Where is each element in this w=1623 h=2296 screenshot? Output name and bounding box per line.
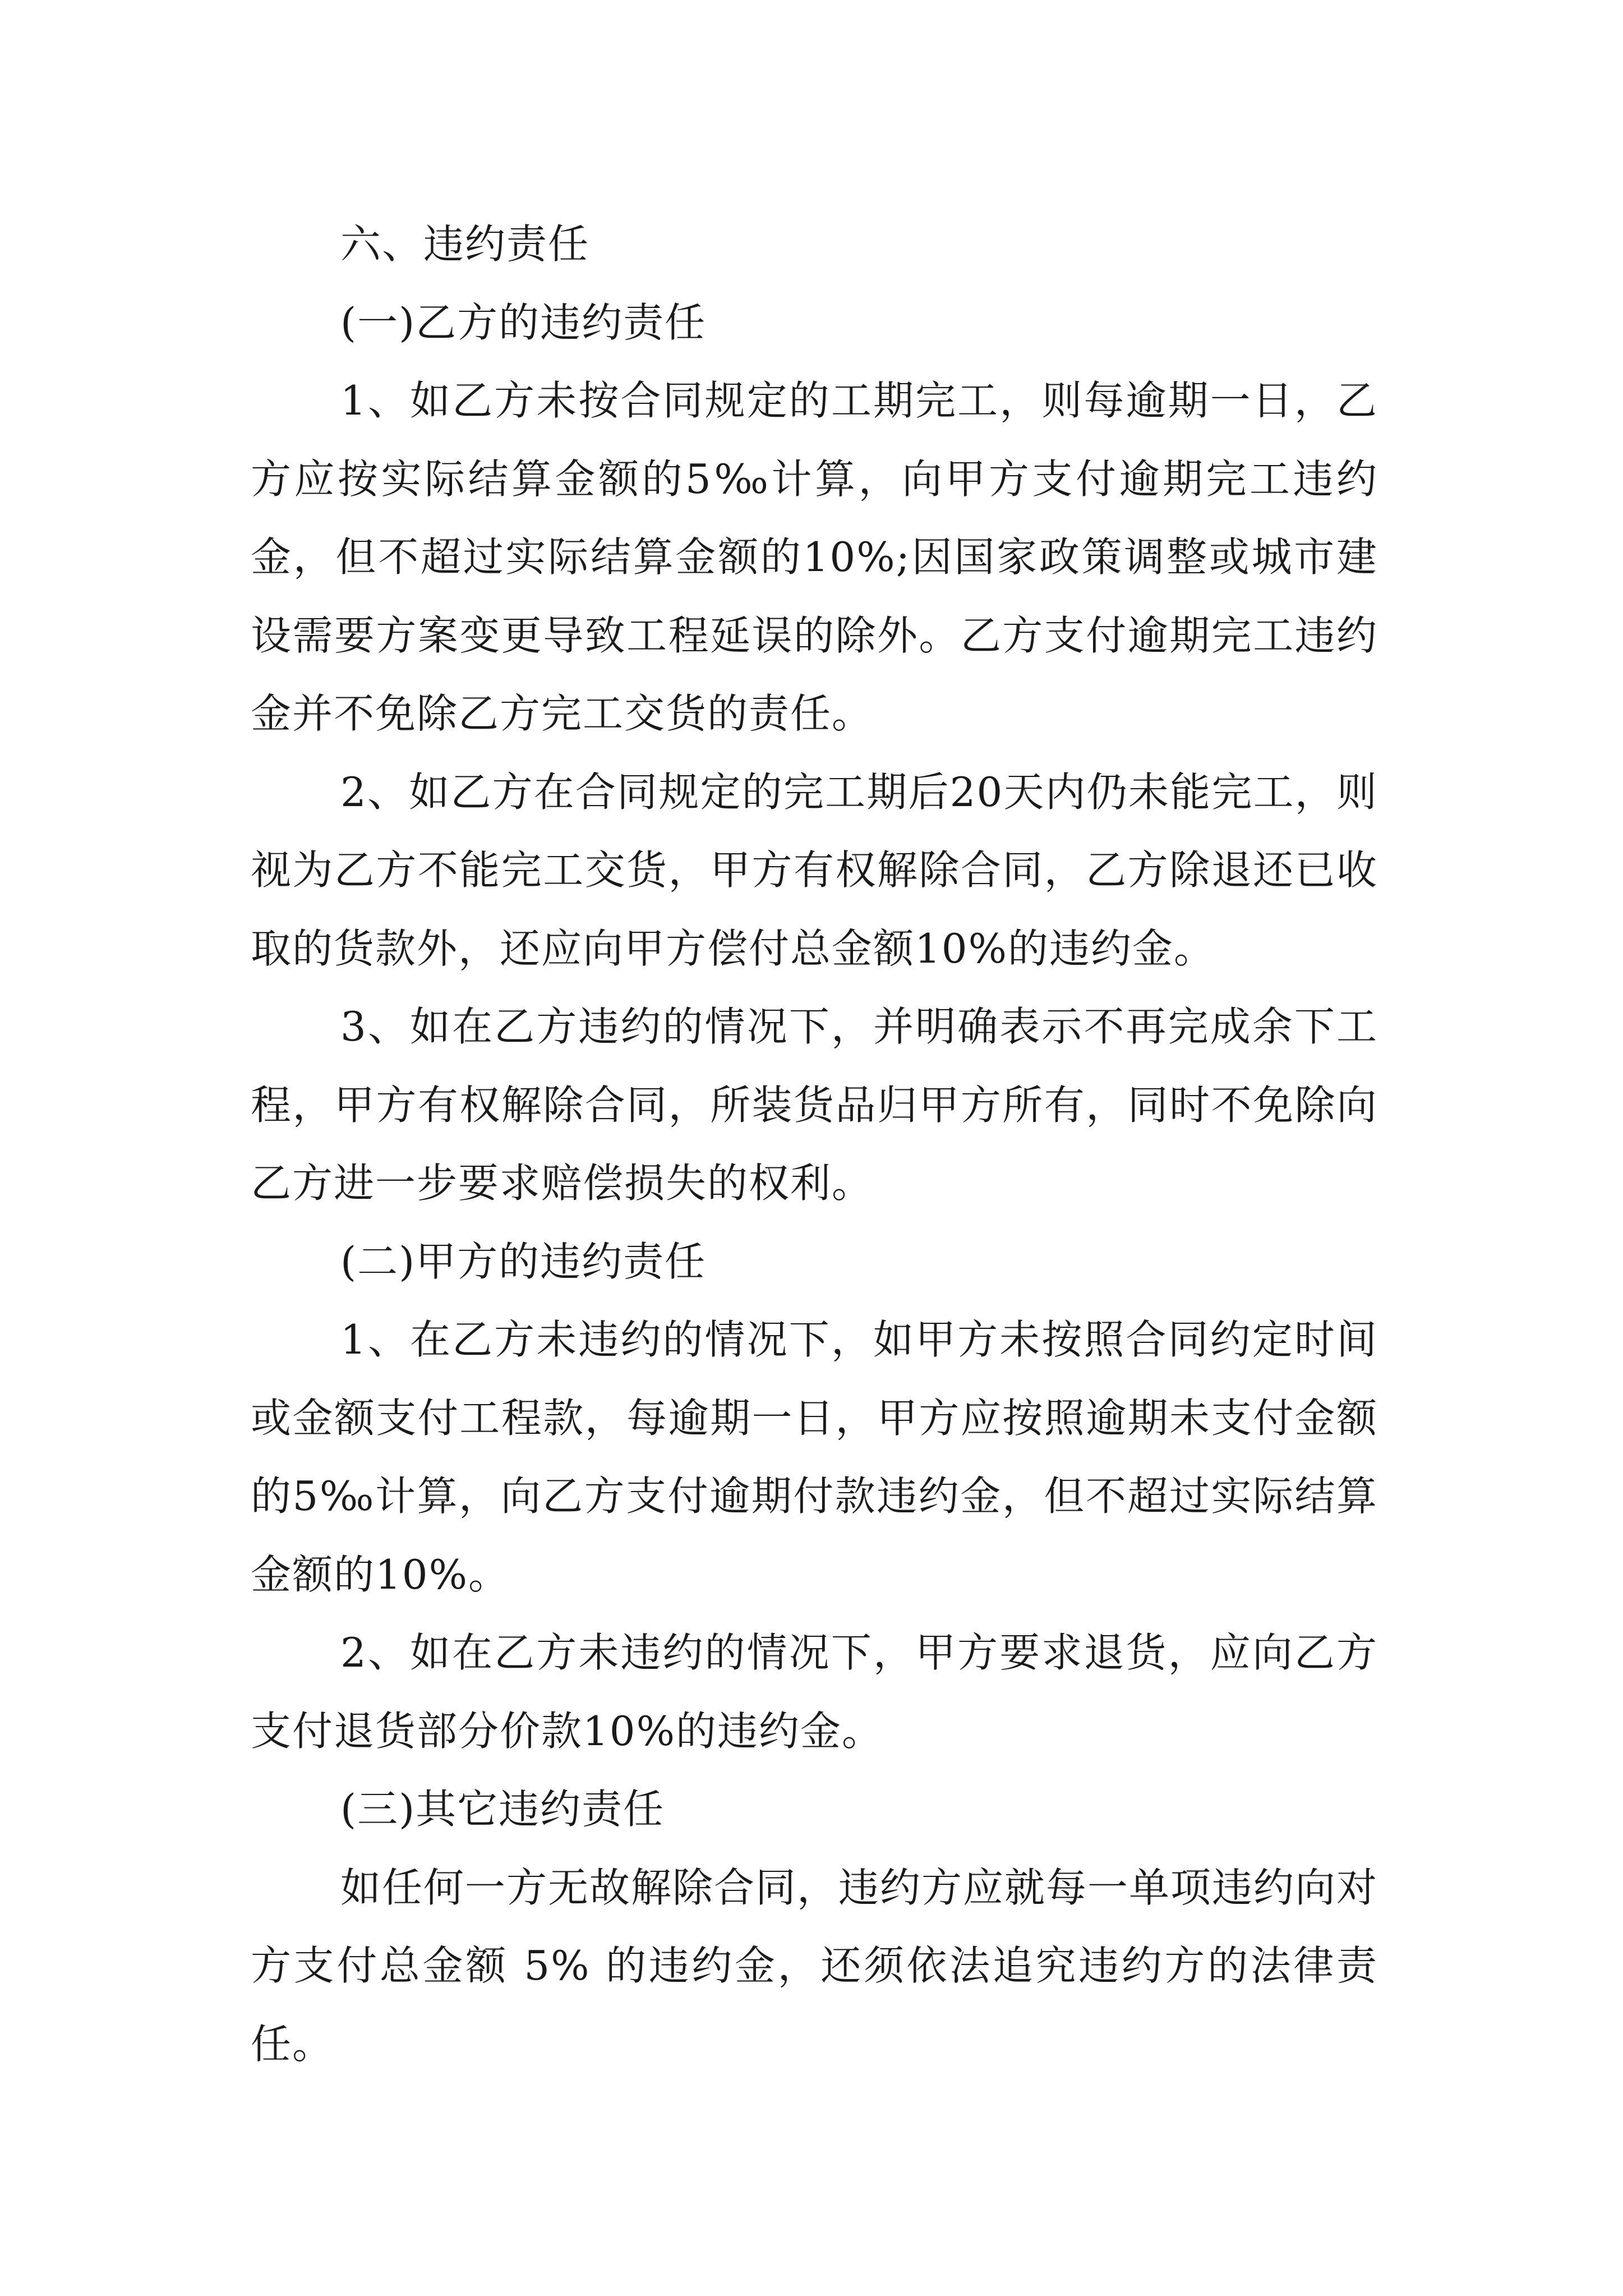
document-body <box>251 205 1378 2083</box>
clause-b-2: 2、如乙方在合同规定的完工期后20天内仍未能完工，则视为乙方不能完工交货，甲方有权解除合同，乙方除退还已收取的货款外，还应向甲方偿付总金额10%的违约金。 <box>251 768 1378 972</box>
clause-a-1: 1、在乙方未违约的情况下，如甲方未按照合同约定时间或金额支付工程款，每逾期一日，甲方应按照逾期未支付金额的5‰计算，向乙方支付逾期付款违约金，但不超过实际结算金额的10%。 <box>251 1316 1378 1598</box>
clause-other-1: 如任何一方无故解除合同，违约方应就每一单项违约向对方支付总金额 5% 的违约金，还须依法追究违约方的法律责任。 <box>251 1864 1378 2068</box>
sub-heading-party-a: (二)甲方的违约责任 <box>340 1237 707 1285</box>
clause-b-1: 1、如乙方未按合同规定的工期完工，则每逾期一日，乙方应按实际结算金额的5‰计算，向甲方支付逾期完工违约金，但不超过实际结算金额的10%;因国家政策调整或城市建设需要方案变更导致工程延误的除外。乙方支付逾期完工违约金并不免除乙方完工交货的责任。 <box>251 377 1378 737</box>
sub-heading-party-b: (一)乙方的违约责任 <box>340 298 707 346</box>
clause-b-3: 3、如在乙方违约的情况下，并明确表示不再完成余下工程，甲方有权解除合同，所装货品归甲方所有，同时不免除向乙方进一步要求赔偿损失的权利。 <box>251 1003 1378 1207</box>
sub-heading-other: (三)其它违约责任 <box>340 1786 665 1833</box>
clause-a-2: 2、如在乙方未违约的情况下，甲方要求退货，应向乙方支付退货部分价款10%的违约金。 <box>251 1629 1378 1755</box>
section-title: 六、违约责任 <box>340 220 590 268</box>
